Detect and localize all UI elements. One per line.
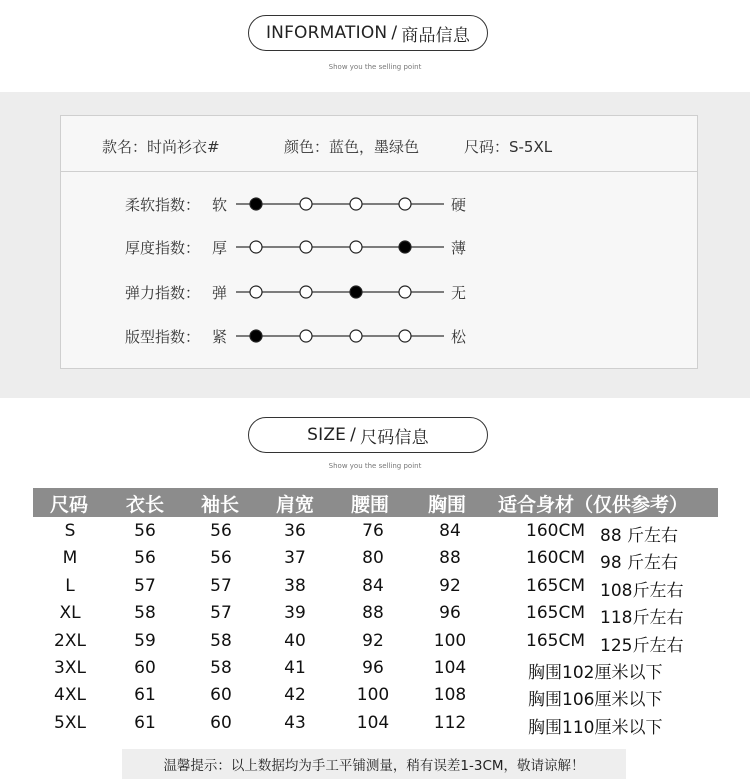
- cell-sleeve: 56: [210, 521, 232, 541]
- header-size: 尺码: [50, 494, 89, 516]
- cell-fit-height: 165CM: [526, 575, 585, 596]
- cell-sleeve: 57: [210, 575, 232, 596]
- cell-size: 2XL: [54, 630, 86, 651]
- cell-size: L: [65, 575, 75, 596]
- cell-waist: 92: [362, 630, 384, 651]
- cell-waist: 96: [362, 658, 384, 678]
- scale-left-end: 紧: [212, 328, 228, 346]
- cell-shoulder: 41: [284, 658, 306, 678]
- cell-size: M: [62, 548, 78, 569]
- scale-left-end: 软: [212, 196, 228, 214]
- scale-right-end: 硬: [451, 196, 467, 214]
- cell-fit-height: 160CM: [526, 521, 585, 541]
- cell-fit-height: 165CM: [526, 603, 585, 624]
- cell-sleeve: 58: [210, 658, 232, 678]
- cell-length: 61: [134, 712, 156, 733]
- cell-shoulder: 42: [284, 685, 306, 706]
- product-name: 款名：时尚衫衣#: [102, 138, 220, 156]
- cell-size: S: [64, 521, 76, 541]
- scale-dot: [300, 330, 312, 342]
- cell-shoulder: 39: [284, 603, 306, 624]
- scale-dot: [300, 198, 312, 210]
- cell-fit-weight: 98 斤左右: [600, 553, 679, 574]
- cell-length: 59: [134, 630, 156, 651]
- cell-waist: 104: [356, 712, 390, 733]
- cell-chest: 104: [433, 658, 467, 678]
- header-fit: 适合身材（仅供参考）: [498, 494, 689, 516]
- scale-left-end: 弹: [212, 284, 228, 302]
- scale-dot-selected: [399, 241, 411, 253]
- note-text: 温馨提示：以上数据均为手工平铺测量，稍有误差1-3CM，敬请谅解！: [163, 758, 585, 774]
- cell-chest: 92: [439, 575, 461, 596]
- scale-right-end: 松: [451, 328, 467, 346]
- size-title-en: SIZE: [307, 425, 347, 445]
- scale-label: 柔软指数：: [125, 196, 201, 214]
- cell-size: 4XL: [54, 685, 86, 706]
- scale-label: 弹力指数：: [125, 284, 201, 302]
- scale-dot-selected: [250, 198, 262, 210]
- size-subtitle: Show you the selling point: [328, 462, 422, 470]
- scale-dot: [250, 241, 262, 253]
- cell-length: 60: [134, 658, 156, 678]
- cell-waist: 80: [362, 548, 384, 569]
- cell-chest: 108: [433, 685, 467, 706]
- cell-sleeve: 56: [210, 548, 232, 569]
- scale-dot: [250, 286, 262, 298]
- product-color: 颜色：蓝色，墨绿色: [284, 138, 420, 156]
- scale-label: 版型指数：: [125, 328, 201, 346]
- scale-dot: [300, 286, 312, 298]
- scale-dot: [350, 330, 362, 342]
- scale-left-end: 厚: [212, 239, 228, 257]
- size-title-separator: /: [350, 425, 357, 445]
- scale-dot-selected: [250, 330, 262, 342]
- cell-size: 3XL: [54, 658, 86, 678]
- header-shoulder: 肩宽: [276, 494, 315, 516]
- cell-length: 58: [134, 603, 156, 624]
- cell-chest: 84: [439, 521, 461, 541]
- cell-shoulder: 37: [284, 548, 306, 569]
- size-table-header: [33, 488, 718, 517]
- header-length: 衣长: [126, 494, 165, 516]
- scale-dot: [399, 330, 411, 342]
- header-chest: 胸围: [428, 494, 467, 516]
- cell-fit-height: 160CM: [526, 548, 585, 569]
- cell-sleeve: 57: [210, 603, 232, 624]
- cell-sleeve: 60: [210, 712, 232, 733]
- header-sleeve: 袖长: [201, 494, 240, 516]
- info-title-separator: /: [391, 23, 398, 43]
- scale-dot: [350, 241, 362, 253]
- cell-sleeve: 58: [210, 630, 232, 651]
- cell-shoulder: 43: [284, 712, 306, 733]
- cell-size: 5XL: [54, 712, 86, 733]
- cell-size: XL: [59, 603, 81, 624]
- cell-fit-chest: 胸围106厘米以下: [528, 690, 663, 711]
- product-size: 尺码：S-5XL: [464, 138, 553, 156]
- scale-right-end: 薄: [451, 239, 467, 257]
- cell-shoulder: 36: [284, 521, 306, 541]
- cell-waist: 88: [362, 603, 384, 624]
- cell-fit-weight: 118斤左右: [600, 608, 684, 629]
- cell-length: 56: [134, 548, 156, 569]
- cell-fit-height: 165CM: [526, 630, 585, 651]
- info-subtitle: Show you the selling point: [328, 63, 422, 71]
- cell-shoulder: 38: [284, 575, 306, 596]
- cell-chest: 88: [439, 548, 461, 569]
- scale-dot: [350, 198, 362, 210]
- size-title-cn: 尺码信息: [360, 427, 429, 448]
- info-title-cn: 商品信息: [401, 25, 471, 46]
- cell-fit-chest: 胸围110厘米以下: [528, 717, 663, 738]
- cell-chest: 112: [433, 712, 467, 733]
- scale-right-end: 无: [451, 284, 467, 302]
- size-title-pill: [248, 417, 488, 453]
- cell-length: 57: [134, 575, 156, 596]
- scale-dot: [399, 286, 411, 298]
- cell-fit-weight: 108斤左右: [600, 580, 684, 601]
- cell-fit-weight: 125斤左右: [600, 635, 684, 656]
- cell-chest: 100: [433, 630, 467, 651]
- scale-dot-selected: [350, 286, 362, 298]
- note-bar: [122, 749, 626, 779]
- cell-fit-weight: 88 斤左右: [600, 526, 679, 546]
- cell-chest: 96: [439, 603, 461, 624]
- header-waist: 腰围: [351, 494, 390, 516]
- info-title-en: INFORMATION: [265, 23, 388, 43]
- cell-fit-chest: 胸围102厘米以下: [528, 663, 663, 683]
- cell-sleeve: 60: [210, 685, 232, 706]
- scale-dot: [300, 241, 312, 253]
- cell-waist: 84: [362, 575, 384, 596]
- scale-dot: [399, 198, 411, 210]
- scale-label: 厚度指数：: [125, 239, 201, 257]
- cell-waist: 76: [362, 521, 384, 541]
- cell-waist: 100: [356, 685, 390, 706]
- cell-shoulder: 40: [284, 630, 306, 651]
- cell-length: 61: [134, 685, 156, 706]
- cell-length: 56: [134, 521, 156, 541]
